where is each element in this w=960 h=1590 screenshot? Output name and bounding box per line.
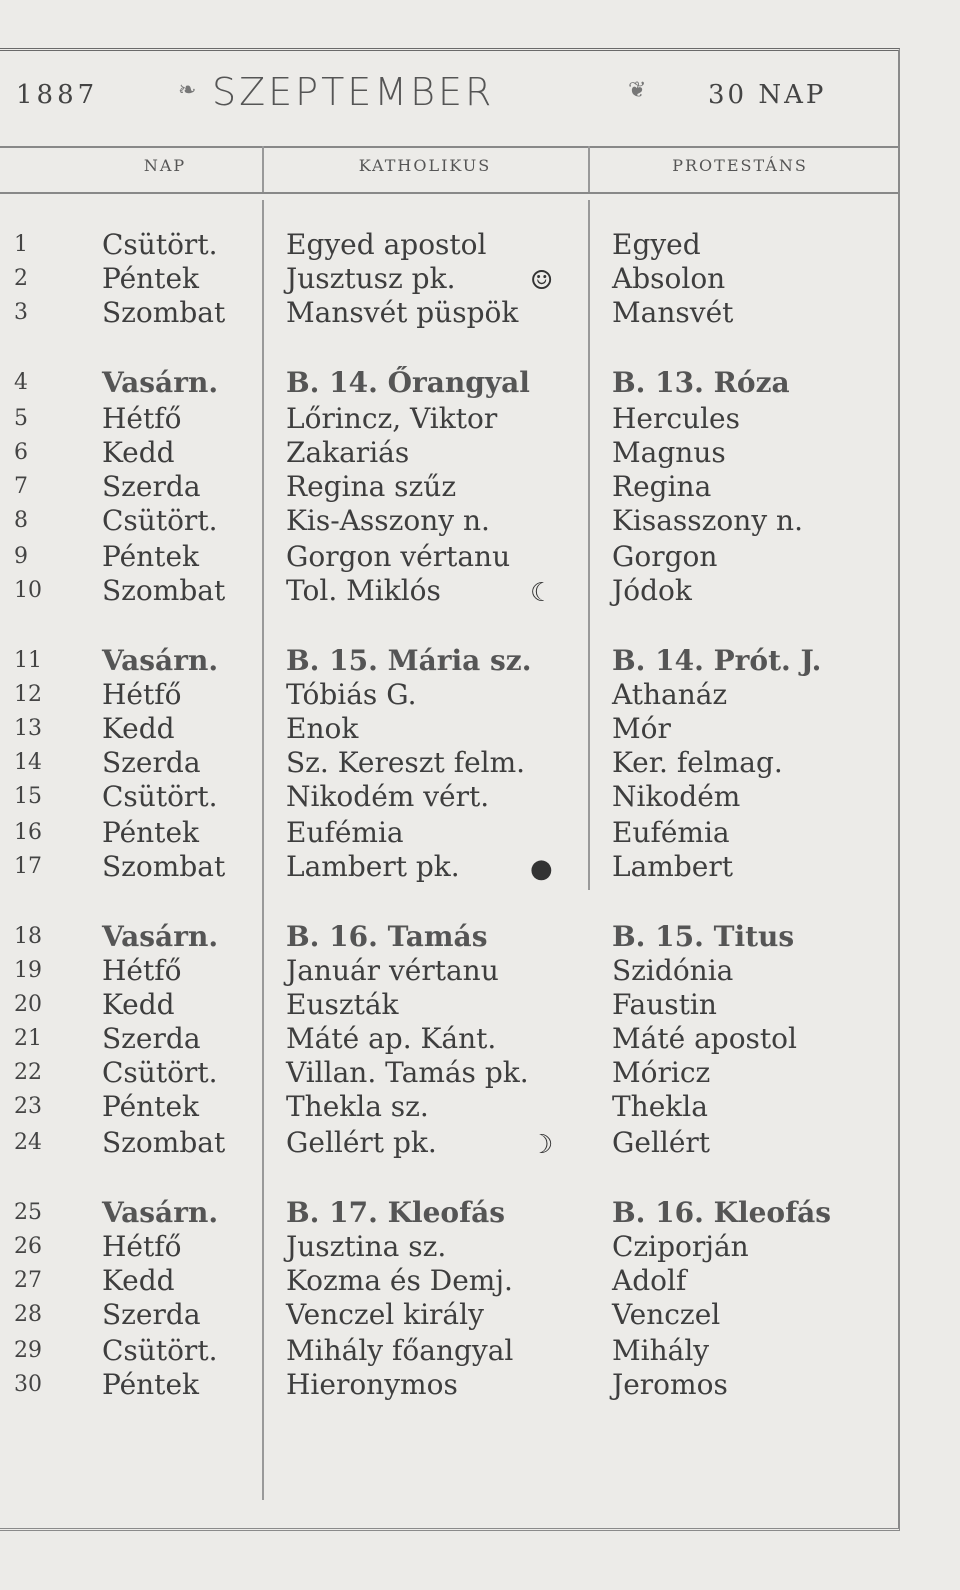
weekday-name: Hétfő: [102, 402, 182, 435]
weekday-name: Péntek: [102, 816, 199, 849]
catholic-name-day: Kis-Asszony n.: [286, 504, 490, 537]
protestant-name-day: B. 15. Titus: [612, 920, 795, 953]
catholic-name-day: Sz. Kereszt felm.: [286, 746, 526, 779]
catholic-name-day: Venczel király: [286, 1298, 484, 1331]
catholic-name-day: B. 15. Mária sz.: [286, 644, 532, 677]
protestant-name-day: Jódok: [612, 574, 692, 607]
catholic-name-day: Gellért pk.: [286, 1126, 437, 1159]
protestant-name-day: Gorgon: [612, 540, 718, 573]
column-header-katholikus: KATHOLIKUS: [358, 156, 492, 175]
days-count-label: 30 NAP: [708, 80, 827, 110]
calendar-row: [0, 504, 898, 538]
weekday-name: Szombat: [102, 574, 226, 607]
catholic-name-day: Jusztusz pk.: [286, 262, 456, 295]
weekday-name: Kedd: [102, 436, 175, 469]
day-number: 27: [14, 1268, 42, 1293]
weekday-name: Kedd: [102, 988, 175, 1021]
moon-phase-icon: ●: [530, 854, 553, 884]
protestant-name-day: B. 13. Róza: [612, 366, 790, 399]
header-bottom-rule: [0, 192, 898, 194]
moon-phase-icon: ☾: [530, 578, 554, 608]
moon-phase-icon: ☺: [530, 266, 554, 296]
calendar-row: [0, 1368, 898, 1402]
weekday-name: Hétfő: [102, 1230, 182, 1263]
weekday-name: Szerda: [102, 1298, 201, 1331]
catholic-name-day: Kozma és Demj.: [286, 1264, 513, 1297]
catholic-name-day: Tol. Miklós: [286, 574, 441, 607]
weekday-name: Péntek: [102, 262, 199, 295]
day-number: 22: [14, 1060, 42, 1085]
calendar-row: [0, 850, 898, 884]
catholic-name-day: Hieronymos: [286, 1368, 458, 1401]
weekday-name: Csütört.: [102, 228, 218, 261]
protestant-name-day: Eufémia: [612, 816, 730, 849]
catholic-name-day: Jusztina sz.: [286, 1230, 447, 1263]
weekday-name: Csütört.: [102, 1334, 218, 1367]
catholic-name-day: Egyed apostol: [286, 228, 487, 261]
calendar-row: [0, 1126, 898, 1160]
protestant-name-day: Egyed: [612, 228, 701, 261]
calendar-row: [0, 678, 898, 712]
day-number: 1: [14, 232, 28, 257]
catholic-name-day: Nikodém vért.: [286, 780, 490, 813]
day-number: 26: [14, 1234, 42, 1259]
protestant-name-day: Lambert: [612, 850, 733, 883]
day-number: 9: [14, 544, 28, 569]
calendar-row: [0, 228, 898, 262]
weekday-name: Kedd: [102, 1264, 175, 1297]
day-number: 23: [14, 1094, 42, 1119]
day-number: 29: [14, 1338, 42, 1363]
catholic-name-day: Regina szűz: [286, 470, 457, 503]
calendar-row: [0, 712, 898, 746]
day-number: 14: [14, 750, 42, 775]
weekday-name: Szombat: [102, 850, 226, 883]
calendar-row: [0, 644, 898, 678]
moon-phase-icon: ☽: [530, 1130, 554, 1160]
weekday-name: Péntek: [102, 1368, 199, 1401]
protestant-name-day: Máté apostol: [612, 1022, 797, 1055]
calendar-row: [0, 470, 898, 504]
weekday-name: Vasárn.: [102, 920, 219, 953]
calendar-row: [0, 1090, 898, 1124]
calendar-row: [0, 574, 898, 608]
catholic-name-day: B. 16. Tamás: [286, 920, 488, 953]
catholic-name-day: Lambert pk.: [286, 850, 460, 883]
weekday-name: Hétfő: [102, 954, 182, 987]
protestant-name-day: Nikodém: [612, 780, 741, 813]
calendar-row: [0, 954, 898, 988]
calendar-row: [0, 262, 898, 296]
day-number: 7: [14, 474, 28, 499]
protestant-name-day: Gellért: [612, 1126, 711, 1159]
weekday-name: Csütört.: [102, 1056, 218, 1089]
protestant-name-day: Ker. felmag.: [612, 746, 783, 779]
catholic-name-day: Mihály főangyal: [286, 1334, 514, 1367]
protestant-name-day: Thekla: [612, 1090, 708, 1123]
column-header-protestans: PROTESTÁNS: [672, 156, 808, 175]
header-top-rule: [0, 146, 898, 148]
protestant-name-day: Mansvét: [612, 296, 734, 329]
calendar-row: [0, 1264, 898, 1298]
day-number: 12: [14, 682, 42, 707]
catholic-name-day: Thekla sz.: [286, 1090, 429, 1123]
weekday-name: Szerda: [102, 470, 201, 503]
calendar-row: [0, 816, 898, 850]
calendar-row: [0, 780, 898, 814]
protestant-name-day: B. 14. Prót. J.: [612, 644, 822, 677]
weekday-name: Vasárn.: [102, 644, 219, 677]
protestant-name-day: Cziporján: [612, 1230, 749, 1263]
day-number: 11: [14, 648, 42, 673]
header-divider-2: [588, 146, 590, 192]
day-number: 2: [14, 266, 28, 291]
day-number: 25: [14, 1200, 42, 1225]
left-ornament-icon: ❧: [178, 78, 197, 103]
catholic-name-day: Zakariás: [286, 436, 410, 469]
protestant-name-day: Venczel: [612, 1298, 721, 1331]
protestant-name-day: Faustin: [612, 988, 717, 1021]
day-number: 5: [14, 406, 28, 431]
year-label: 1887: [16, 80, 99, 110]
column-header-nap: NAP: [143, 156, 187, 175]
catholic-name-day: Mansvét püspök: [286, 296, 519, 329]
day-number: 13: [14, 716, 42, 741]
weekday-name: Vasárn.: [102, 366, 219, 399]
calendar-row: [0, 402, 898, 436]
day-number: 24: [14, 1130, 42, 1155]
calendar-row: [0, 540, 898, 574]
protestant-name-day: B. 16. Kleofás: [612, 1196, 832, 1229]
day-number: 30: [14, 1372, 42, 1397]
day-number: 15: [14, 784, 42, 809]
day-number: 3: [14, 300, 28, 325]
calendar-row: [0, 436, 898, 470]
weekday-name: Szerda: [102, 746, 201, 779]
calendar-row: [0, 296, 898, 330]
weekday-name: Péntek: [102, 540, 199, 573]
protestant-name-day: Absolon: [612, 262, 726, 295]
weekday-name: Szombat: [102, 1126, 226, 1159]
protestant-name-day: Móricz: [612, 1056, 711, 1089]
protestant-name-day: Magnus: [612, 436, 726, 469]
protestant-name-day: Adolf: [612, 1264, 687, 1297]
protestant-name-day: Hercules: [612, 402, 740, 435]
weekday-name: Péntek: [102, 1090, 199, 1123]
protestant-name-day: Szidónia: [612, 954, 734, 987]
day-number: 21: [14, 1026, 42, 1051]
catholic-name-day: B. 17. Kleofás: [286, 1196, 506, 1229]
day-number: 20: [14, 992, 42, 1017]
catholic-name-day: Máté ap. Kánt.: [286, 1022, 497, 1055]
weekday-name: Csütört.: [102, 504, 218, 537]
day-number: 6: [14, 440, 28, 465]
catholic-name-day: Eufémia: [286, 816, 404, 849]
title-row: [0, 58, 898, 144]
calendar-row: [0, 1056, 898, 1090]
calendar-row: [0, 1298, 898, 1332]
day-number: 10: [14, 578, 42, 603]
protestant-name-day: Kisasszony n.: [612, 504, 803, 537]
header-divider-1: [262, 146, 264, 192]
protestant-name-day: Mihály: [612, 1334, 710, 1367]
weekday-name: Szombat: [102, 296, 226, 329]
catholic-name-day: Euszták: [286, 988, 399, 1021]
catholic-name-day: Enok: [286, 712, 359, 745]
day-number: 28: [14, 1302, 42, 1327]
weekday-name: Kedd: [102, 712, 175, 745]
right-ornament-icon: ❦: [628, 78, 647, 103]
protestant-name-day: Jeromos: [612, 1368, 728, 1401]
day-number: 16: [14, 820, 42, 845]
calendar-row: [0, 1230, 898, 1264]
calendar-row: [0, 366, 898, 400]
protestant-name-day: Regina: [612, 470, 712, 503]
day-number: 8: [14, 508, 28, 533]
calendar-row: [0, 920, 898, 954]
weekday-name: Hétfő: [102, 678, 182, 711]
protestant-name-day: Mór: [612, 712, 671, 745]
day-number: 17: [14, 854, 42, 879]
weekday-name: Csütört.: [102, 780, 218, 813]
catholic-name-day: Lőrincz, Viktor: [286, 402, 498, 435]
weekday-name: Vasárn.: [102, 1196, 219, 1229]
catholic-name-day: B. 14. Őrangyal: [286, 366, 530, 399]
day-number: 4: [14, 370, 28, 395]
weekday-name: Szerda: [102, 1022, 201, 1055]
calendar-row: [0, 1196, 898, 1230]
calendar-row: [0, 1022, 898, 1056]
calendar-row: [0, 746, 898, 780]
protestant-name-day: Athanáz: [612, 678, 728, 711]
catholic-name-day: Tóbiás G.: [286, 678, 417, 711]
calendar-row: [0, 988, 898, 1022]
month-title: SZEPTEMBER: [212, 70, 495, 114]
day-number: 19: [14, 958, 42, 983]
catholic-name-day: Gorgon vértanu: [286, 540, 511, 573]
calendar-row: [0, 1334, 898, 1368]
day-number: 18: [14, 924, 42, 949]
catholic-name-day: Villan. Tamás pk.: [286, 1056, 529, 1089]
catholic-name-day: Január vértanu: [286, 954, 499, 987]
